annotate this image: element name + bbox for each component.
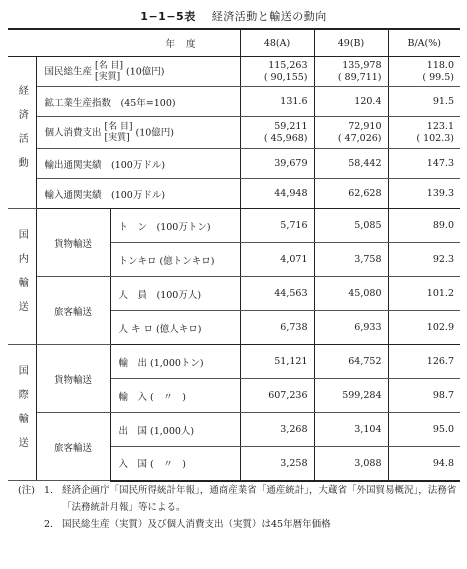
- section-economy: 経済活動: [8, 57, 36, 209]
- cell-49: 120.4: [314, 87, 388, 117]
- cell-ratio: 94.8: [388, 447, 460, 481]
- cell-48: 3,268: [240, 413, 314, 447]
- table-row: [8, 87, 460, 117]
- cell-ratio: 89.0: [388, 209, 460, 243]
- sub-domestic-freight: 貨物輸送: [36, 209, 110, 277]
- table-row: [8, 277, 460, 311]
- footnote-index: 1.: [44, 485, 54, 496]
- footnotes: [18, 482, 458, 533]
- row-label: 輸 入 ( 〃 ): [110, 379, 240, 413]
- cell-48: 131.6: [240, 87, 314, 117]
- row-label: 出 国 (1,000人): [110, 413, 240, 447]
- table-row: [8, 117, 460, 149]
- sub-domestic-passenger: 旅客輸送: [36, 277, 110, 345]
- cell-49: 3,088: [314, 447, 388, 481]
- header-ratio: B/A(%): [388, 29, 460, 57]
- row-label: 国民総生産 [名 目] [実質] (10億円): [36, 57, 240, 87]
- cell-49: 5,085: [314, 209, 388, 243]
- footnote-text: 国民総生産（実質）及び個人消費支出（実質）は45年暦年価格: [62, 519, 331, 530]
- cell-ratio: 91.5: [388, 87, 460, 117]
- cell-48: 607,236: [240, 379, 314, 413]
- table-row: [8, 57, 460, 87]
- cell-ratio: 118.0 ( 99.5): [388, 57, 460, 87]
- cell-48: 44,948: [240, 179, 314, 209]
- header-48: 48(A): [240, 29, 314, 57]
- cell-48: 51,121: [240, 345, 314, 379]
- cell-49: 135,978 ( 89,711): [314, 57, 388, 87]
- cell-ratio: 102.9: [388, 311, 460, 345]
- cell-ratio: 126.7: [388, 345, 460, 379]
- cell-49: 58,442: [314, 149, 388, 179]
- cell-48: 44,563: [240, 277, 314, 311]
- cell-48: 6,738: [240, 311, 314, 345]
- table-row: [8, 413, 460, 447]
- cell-ratio: 95.0: [388, 413, 460, 447]
- cell-ratio: 147.3: [388, 149, 460, 179]
- header-49: 49(B): [314, 29, 388, 57]
- row-label: 鉱工業生産指数 (45年=100): [36, 87, 240, 117]
- cell-48: 59,211 ( 45,968): [240, 117, 314, 149]
- cell-49: 62,628: [314, 179, 388, 209]
- cell-ratio: 92.3: [388, 243, 460, 277]
- cell-ratio: 98.7: [388, 379, 460, 413]
- row-label: ト ン (100万トン): [110, 209, 240, 243]
- cell-48: 4,071: [240, 243, 314, 277]
- footnote-2: [18, 516, 458, 533]
- table-row: [8, 149, 460, 179]
- cell-48: 3,258: [240, 447, 314, 481]
- bracket-label: [名 目] [実質]: [104, 121, 133, 143]
- table-title: [0, 8, 467, 24]
- cell-49: 599,284: [314, 379, 388, 413]
- cell-49: 45,080: [314, 277, 388, 311]
- cell-49: 72,910 ( 47,026): [314, 117, 388, 149]
- table-row: [8, 345, 460, 379]
- section-international: 国際輸送: [8, 345, 36, 481]
- header-nendo: 年 度: [8, 29, 240, 57]
- cell-49: 3,104: [314, 413, 388, 447]
- footnote-1: [18, 482, 458, 516]
- sub-intl-freight: 貨物輸送: [36, 345, 110, 413]
- cell-ratio: 139.3: [388, 179, 460, 209]
- row-label: 輸入通関実績 (100万ドル): [36, 179, 240, 209]
- table-row: [8, 209, 460, 243]
- cell-ratio: 101.2: [388, 277, 460, 311]
- header-row: [8, 29, 460, 57]
- row-label: 輸 出 (1,000トン): [110, 345, 240, 379]
- row-label: 人 キ ロ (億人キロ): [110, 311, 240, 345]
- cell-49: 3,758: [314, 243, 388, 277]
- cell-49: 64,752: [314, 345, 388, 379]
- section-domestic: 国内輸送: [8, 209, 36, 345]
- footnote-index: 2.: [44, 519, 54, 530]
- sub-intl-passenger: 旅客輸送: [36, 413, 110, 481]
- cell-49: 6,933: [314, 311, 388, 345]
- cell-48: 5,716: [240, 209, 314, 243]
- cell-ratio: 123.1 ( 102.3): [388, 117, 460, 149]
- row-label: トンキロ (億トンキロ): [110, 243, 240, 277]
- table-number: 1−1−5表: [140, 10, 196, 23]
- footnote-tag: (注): [18, 485, 35, 496]
- table-caption: 経済活動と輸送の動向: [211, 10, 327, 23]
- cell-48: 115,263 ( 90,155): [240, 57, 314, 87]
- row-label: 輸出通関実績 (100万ドル): [36, 149, 240, 179]
- data-table: [8, 28, 460, 482]
- footnote-text: 経済企画庁「国民所得統計年報」，通商産業省「通産統計」，大蔵省「外国貿易概況」，法務省「法務統計月報」等による。: [62, 485, 457, 513]
- row-label: 人 員 (100万人): [110, 277, 240, 311]
- table-row: [8, 179, 460, 209]
- row-label: 入 国 ( 〃 ): [110, 447, 240, 481]
- row-label: 個人消費支出 [名 目] [実質] (10億円): [36, 117, 240, 149]
- bracket-label: [名 目] [実質]: [95, 60, 123, 82]
- cell-48: 39,679: [240, 149, 314, 179]
